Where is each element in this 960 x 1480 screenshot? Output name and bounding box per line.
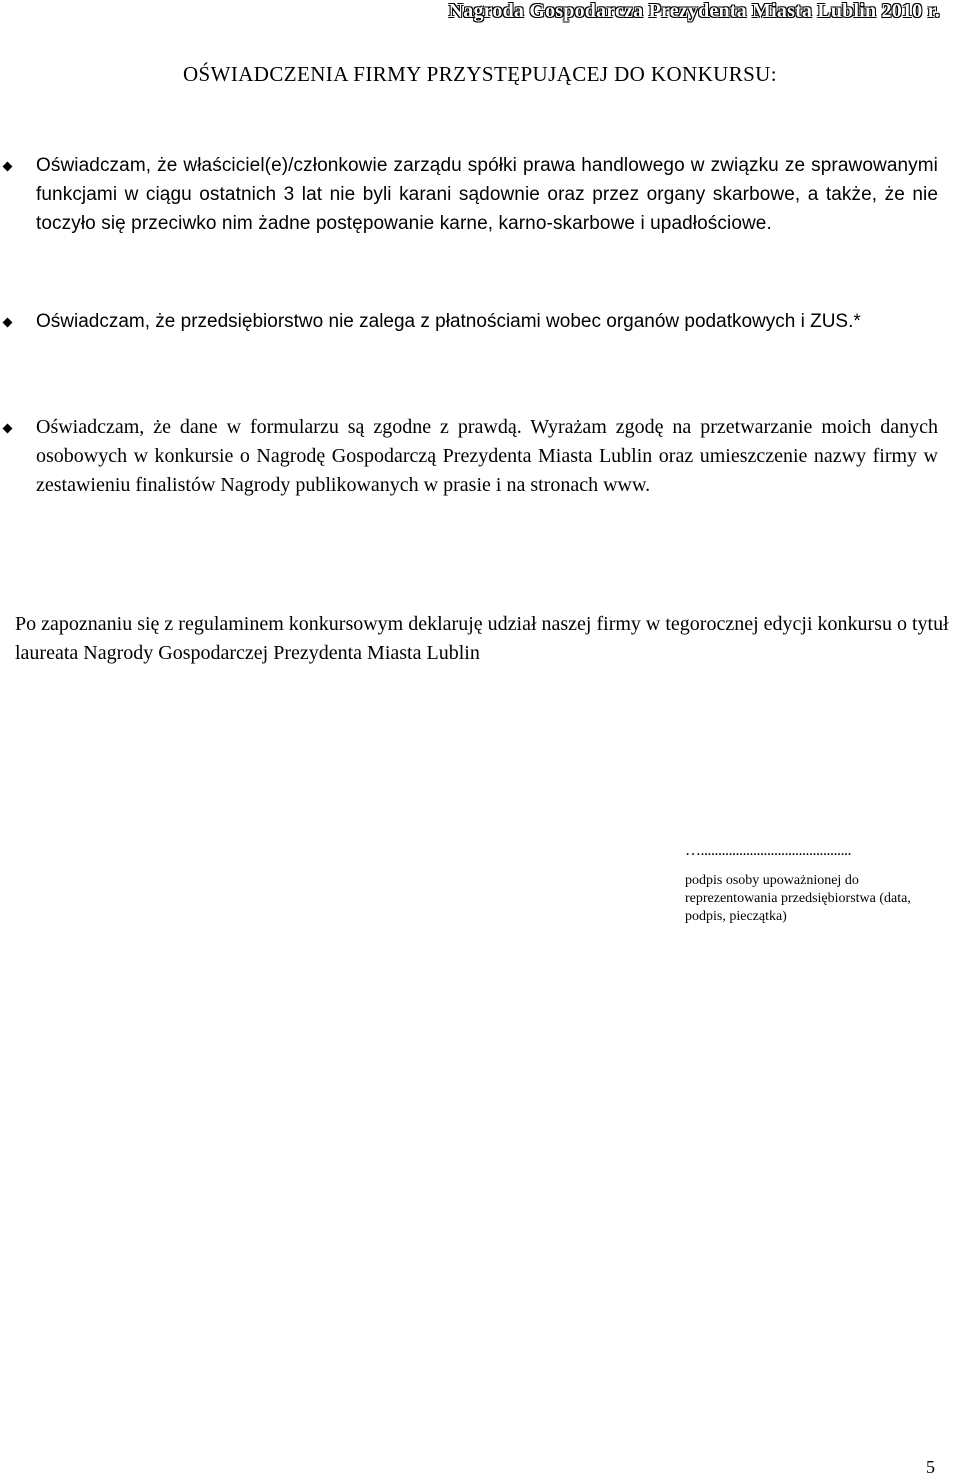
statement-item bbox=[36, 307, 938, 336]
signature-caption: podpis osoby upoważnionej do reprezentowania przedsiębiorstwa (data, podpis, pieczątka) bbox=[685, 873, 911, 924]
running-header-title: Nagroda Gospodarcza Prezydenta Miasta Lublin 2010 r. bbox=[448, 0, 940, 22]
signature-line: …........................................... bbox=[685, 842, 851, 859]
statement-item bbox=[36, 413, 938, 500]
statement-text: Oświadczam, że przedsiębiorstwo nie zalega z płatnościami wobec organów podatkowych i ZUS.* bbox=[36, 311, 861, 332]
participation-declaration: Po zapoznaniu się z regulaminem konkursowym deklaruję udział naszej firmy w tegorocznej edycji konkursu o tytuł laureata Nagrody Gospodarczej Prezydenta Miasta Lublin bbox=[15, 613, 949, 664]
statement-text: Oświadczam, że właściciel(e)/członkowie zarządu spółki prawa handlowego w związku ze sprawowanymi funkcjami w ciągu ostatnich 3 lat nie byli karani sądownie oraz przez organy skarbowe, a także, że nie toczyło się przeciwko nim żadne postępowanie karne, karno-skarbowe i upadłościowe. bbox=[36, 155, 938, 234]
document-heading: OŚWIADCZENIA FIRMY PRZYSTĘPUJĄCEJ DO KONKURSU: bbox=[182, 62, 777, 86]
statement-item bbox=[36, 151, 938, 238]
diamond-bullet-icon bbox=[3, 162, 13, 172]
diamond-bullet-icon bbox=[3, 318, 13, 328]
diamond-bullet-icon bbox=[3, 424, 13, 434]
statement-text: Oświadczam, że dane w formularzu są zgodne z prawdą. Wyrażam zgodę na przetwarzanie moich danych osobowych w konkursie o Nagrodę Gospodarczą Prezydenta Miasta Lublin oraz umieszczenie nazwy firmy w zestawieniu finalistów Nagrody publikowanych w prasie i na stronach www. bbox=[36, 416, 938, 496]
page-number: 5 bbox=[926, 1457, 935, 1477]
